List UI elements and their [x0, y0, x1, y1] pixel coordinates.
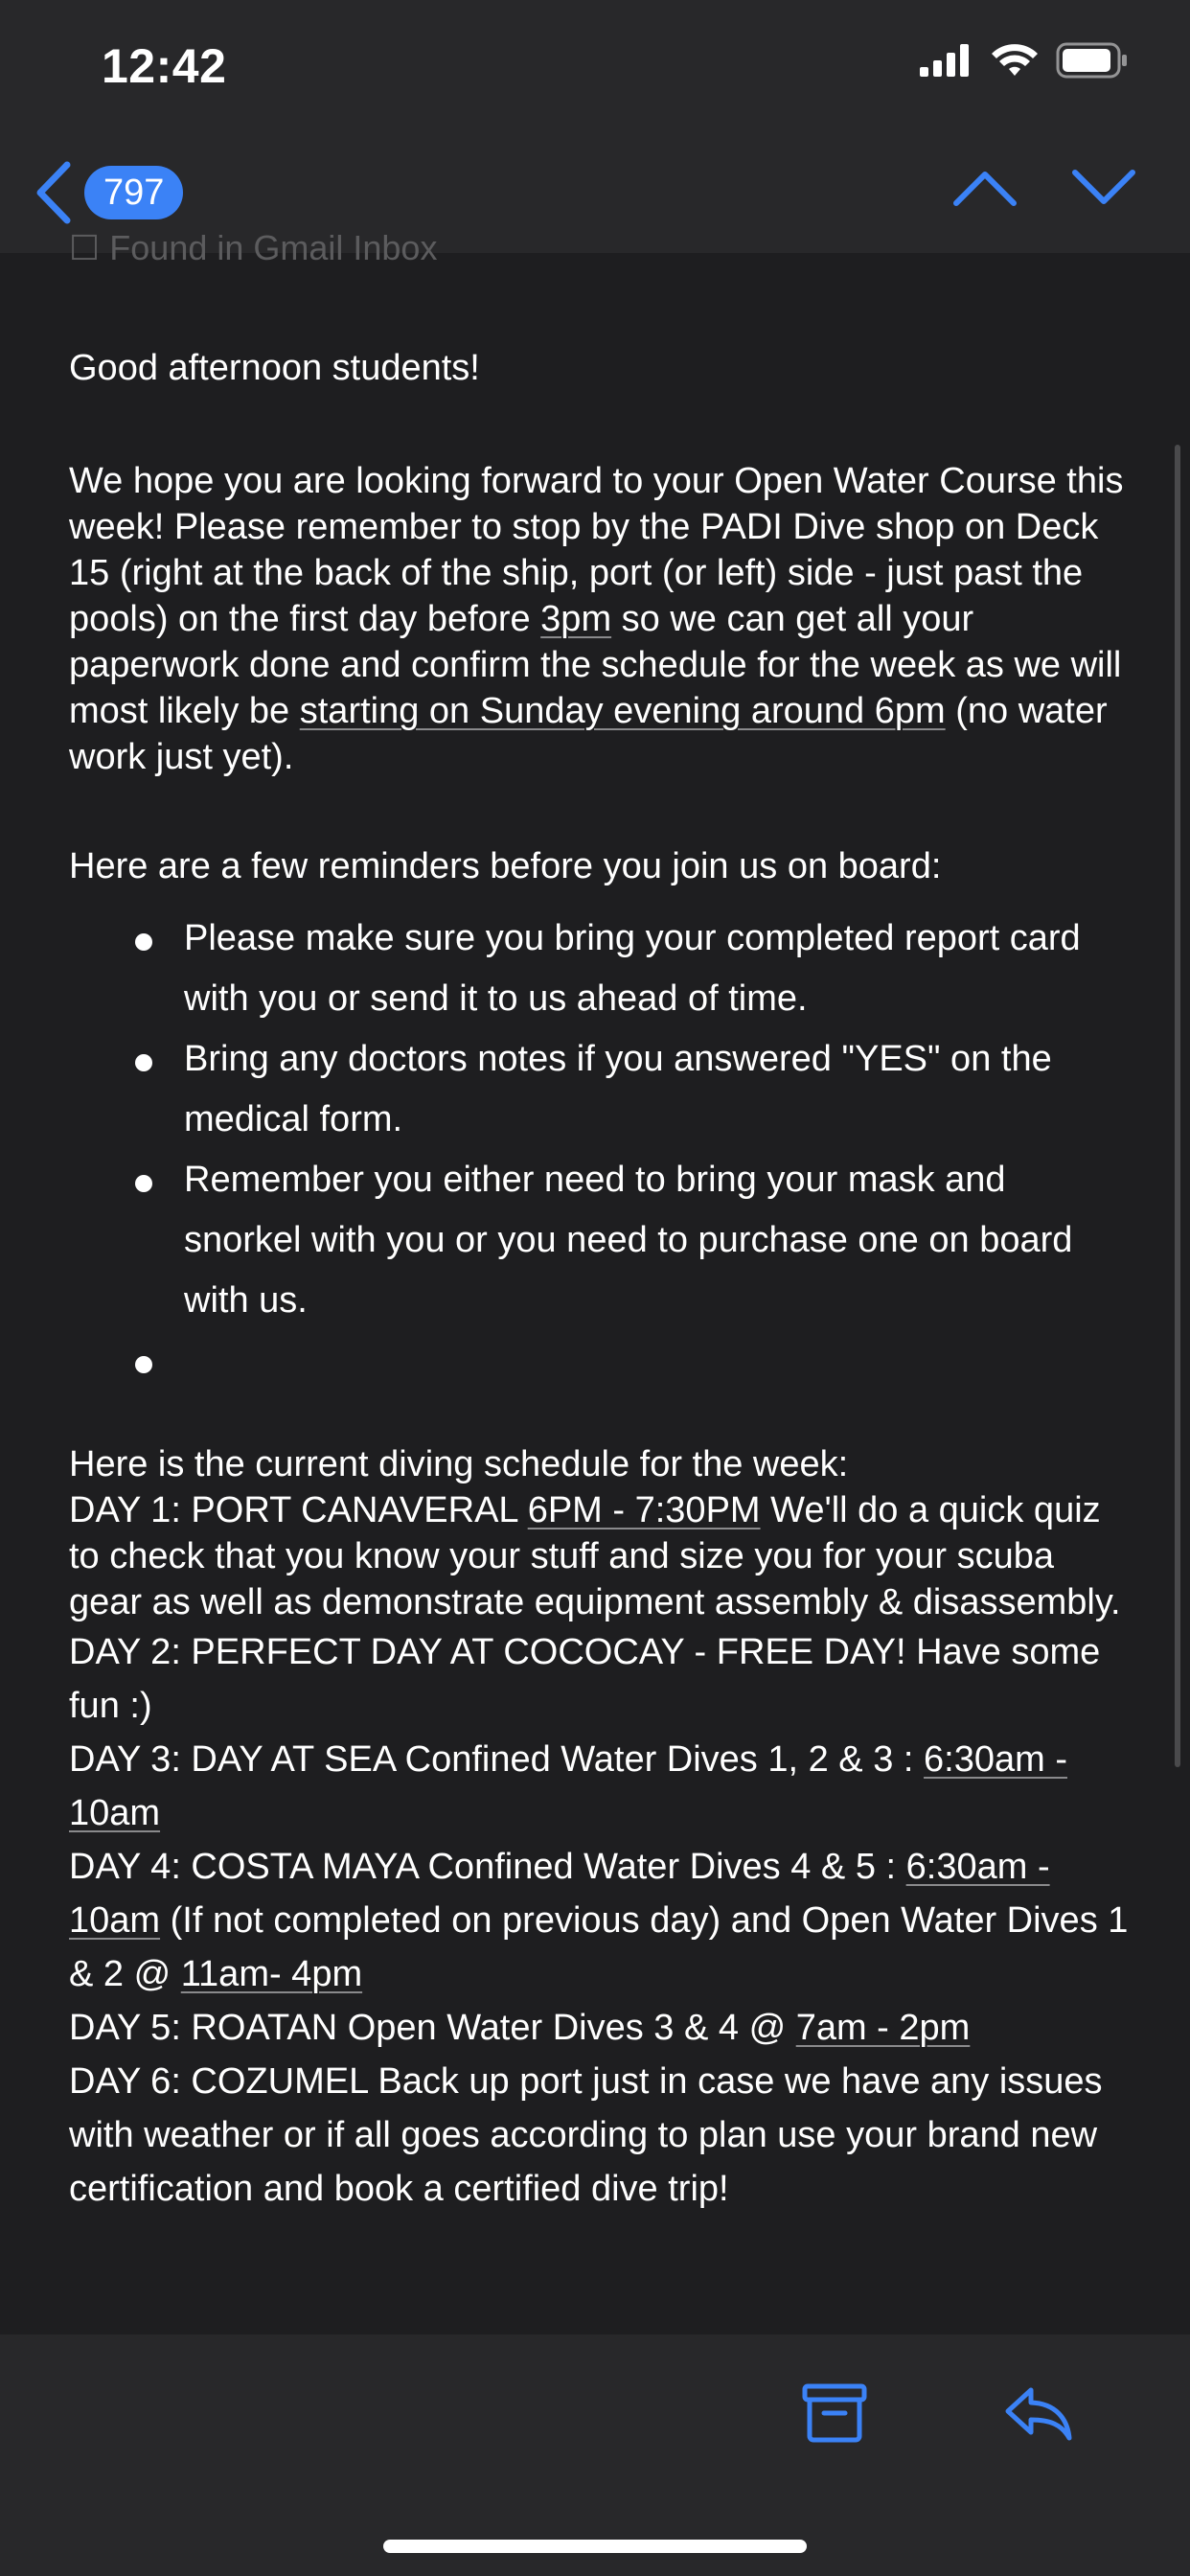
home-indicator	[383, 2540, 807, 2553]
schedule-heading: Here is the current diving schedule for the week:	[69, 1444, 849, 1484]
archive-box-icon	[801, 2382, 868, 2444]
time-link[interactable]: 7am - 2pm	[795, 2008, 971, 2048]
bullet	[135, 1054, 152, 1071]
status-bar	[0, 0, 1190, 134]
message-body[interactable]	[0, 228, 1190, 2334]
intro-paragraph: We hope you are looking forward to your Open Water Course this week! Please remember to stop by the PADI Dive shop on Deck 15 (right at the back of the ship, port (or left) side - just past the pools) on the first day before 3pm so we can get all your paperwork done and confirm the schedule for the week as we will most likely be starting on Sunday evening around 6pm (no water work just yet).	[69, 461, 1124, 777]
wifi-icon	[991, 43, 1039, 78]
list-item: Please make sure you bring your completed report card with you or send it to us ahead of time.	[69, 908, 1133, 1029]
schedule-day-3: DAY 3: DAY AT SEA Confined Water Dives 1, 2 & 3 : 6:30am - 10am	[69, 1739, 1067, 1833]
archive-button[interactable]	[801, 2382, 868, 2449]
email-text	[69, 345, 1133, 2216]
chevron-left-icon	[33, 159, 75, 226]
battery-icon	[1056, 42, 1129, 79]
unread-count-badge: 797	[84, 166, 183, 219]
schedule-day-1: DAY 1: PORT CANAVERAL 6PM - 7:30PM We'll do a quick quiz to check that you know your stuff and size you for your scuba gear as well as demonstrate equipment assembly & disassembly.	[69, 1490, 1121, 1622]
bullet	[135, 1356, 152, 1373]
date-link[interactable]: starting on Sunday evening around 6pm	[299, 691, 946, 731]
list-item: Remember you either need to bring your mask and snorkel with you or you need to purchase one on board with us.	[69, 1150, 1133, 1331]
schedule-day-2: DAY 2: PERFECT DAY AT COCOCAY - FREE DAY! Have some fun :)	[69, 1632, 1101, 1726]
reminders-heading: Here are a few reminders before you join us on board:	[69, 846, 942, 886]
reply-arrow-icon	[1002, 2384, 1073, 2444]
schedule-day-6: DAY 6: COZUMEL Back up port just in case we have any issues with weather or if all goes according to plan use your brand new certification and book a certified dive trip!	[69, 2061, 1103, 2209]
list-item: Bring any doctors notes if you answered "YES" on the medical form.	[69, 1029, 1133, 1150]
greeting: Good afternoon students!	[69, 348, 480, 388]
schedule-day-4: DAY 4: COSTA MAYA Confined Water Dives 4 & 5 : 6:30am - 10am (If not completed on previous day) and Open Water Dives 1 & 2 @ 11am- 4pm	[69, 1847, 1129, 1994]
time-link[interactable]: 11am- 4pm	[180, 1954, 363, 1994]
bullet	[135, 1175, 152, 1192]
chevron-down-icon	[1071, 163, 1136, 211]
previous-message-button[interactable]	[952, 163, 1018, 216]
time-link[interactable]: 6PM - 7:30PM	[527, 1490, 761, 1530]
folder-icon: ☐	[69, 228, 110, 267]
status-icons	[920, 42, 1129, 79]
next-message-button[interactable]	[1071, 163, 1136, 216]
reply-button[interactable]	[1002, 2384, 1073, 2449]
chevron-up-icon	[952, 163, 1018, 211]
status-time: 12:42	[102, 39, 227, 93]
time-link[interactable]: 3pm	[540, 599, 612, 639]
time-link[interactable]: 6:30am - 10am	[69, 1847, 1050, 1941]
list-item	[69, 1331, 1133, 1392]
folder-label: ☐ Found in Gmail Inbox	[69, 228, 438, 267]
time-link[interactable]: 6:30am - 10am	[69, 1739, 1067, 1833]
scrollbar[interactable]	[1175, 445, 1180, 1767]
cellular-signal-icon	[920, 44, 973, 77]
back-button[interactable]	[33, 159, 183, 226]
reminders-list	[69, 908, 1133, 1392]
schedule-day-5: DAY 5: ROATAN Open Water Dives 3 & 4 @ 7am - 2pm	[69, 2008, 971, 2048]
bullet	[135, 933, 152, 951]
